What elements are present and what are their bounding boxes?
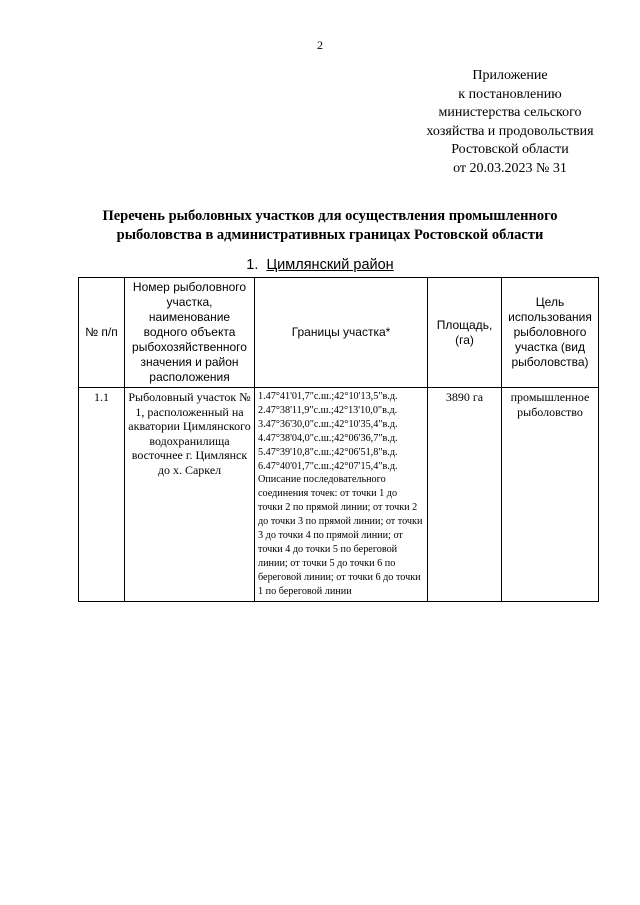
- section-number: 1.: [246, 257, 259, 273]
- page-number: 2: [317, 38, 323, 52]
- document-title-line: рыболовства в административных границах Ростовской области: [116, 227, 544, 243]
- appendix-line: министерства сельского: [438, 105, 582, 121]
- cell-bounds: [255, 388, 428, 602]
- appendix-line: от 20.03.2023 № 31: [453, 160, 567, 176]
- table-header-row: [79, 278, 599, 388]
- header-area: Площадь, (га): [428, 278, 502, 388]
- coordinate-point: 3.47°36'30,0"с.ш.;42°10'35,4"в.д.: [258, 418, 398, 430]
- header-name: Номер рыболовного участка, наименование водного объекта рыбохозяйственного значения и район расположения: [125, 278, 255, 388]
- header-purpose: Цель использования рыболовного участка (вид рыболовства): [502, 278, 599, 388]
- coordinate-point: 6.47°40'01,7"с.ш.;42°07'15,4"в.д.: [258, 460, 398, 472]
- document-title: [60, 207, 600, 245]
- section-name: Цимлянский район: [266, 257, 394, 273]
- coordinate-point: 1.47°41'01,7"с.ш.;42°10'13,5"в.д.: [258, 391, 398, 402]
- coordinate-point: 4.47°38'04,0"с.ш.;42°06'36,7"в.д.: [258, 432, 398, 444]
- cell-name: Рыболовный участок № 1, расположенный на акватории Цимлянского водохранилища восточнее г. Цимлянск до х. Саркел: [125, 388, 255, 602]
- coordinate-point: 5.47°39'10,8"с.ш.;42°06'51,8"в.д.: [258, 446, 398, 458]
- bounds-description: Описание последовательного соединения точек: от точки 1 до точки 2 по прямой линии; от точки 2 до точки 3 по прямой линии; от точки 3 до точки 4 по прямой линии; от точки 4 до точки 5 по береговой линии; от точки 5 до точки 6 по береговой линии; от точки 6 до точки 1 по береговой линии: [258, 474, 423, 597]
- cell-area: 3890 га: [428, 388, 502, 602]
- fishing-areas-table: [78, 277, 599, 602]
- appendix-line: Приложение: [472, 68, 548, 83]
- coordinate-point: 2.47°38'11,9"с.ш.;42°13'10,0"в.д.: [258, 404, 398, 416]
- cell-purpose: промышленное рыболовство: [502, 388, 599, 602]
- cell-num: 1.1: [79, 388, 125, 602]
- document-title-line: Перечень рыболовных участков для осуществления промышленного: [102, 208, 558, 224]
- appendix-line: хозяйства и продовольствия: [426, 123, 594, 139]
- header-num: № п/п: [79, 278, 125, 388]
- table-row: [79, 388, 599, 602]
- section-heading: [0, 257, 640, 273]
- header-bounds: Границы участка*: [255, 278, 428, 388]
- appendix-line: к постановлению: [458, 86, 562, 102]
- appendix-block: [400, 67, 620, 179]
- appendix-line: Ростовской области: [451, 142, 569, 158]
